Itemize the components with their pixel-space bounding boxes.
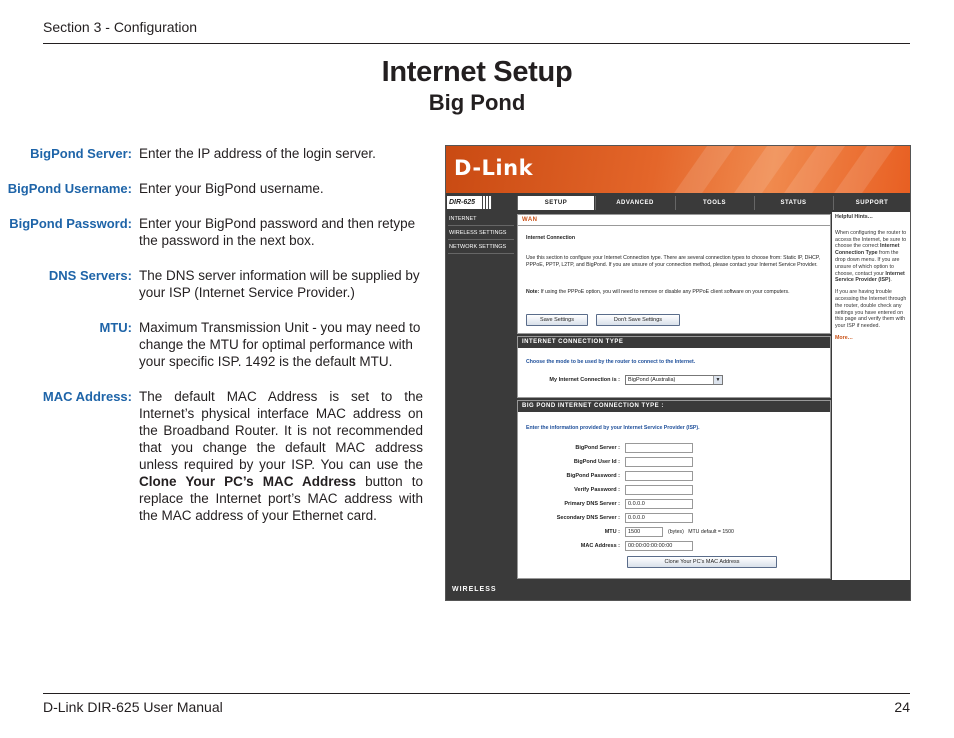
page-subtitle: Big Pond bbox=[428, 90, 526, 115]
desc-bigpond-server: Enter the IP address of the login server. bbox=[139, 146, 376, 161]
term-dns-servers: DNS Servers: bbox=[48, 268, 132, 283]
page-title: Internet Setup bbox=[381, 56, 573, 88]
mtu-unit bbox=[668, 529, 768, 536]
tab-support[interactable]: SUPPORT bbox=[833, 196, 910, 210]
save-settings-button[interactable]: Save Settings bbox=[526, 314, 588, 326]
router-screenshot bbox=[445, 145, 911, 601]
field-label-mac: MAC Address : bbox=[580, 543, 620, 549]
wan-heading: WAN bbox=[518, 215, 830, 226]
footer-rule bbox=[43, 693, 910, 694]
router-nav bbox=[446, 195, 910, 211]
hints-p1-pre: When configuring the router to access the Internet, be sure to choose the correct bbox=[835, 229, 907, 250]
wan-note-label: Note: bbox=[526, 289, 540, 295]
field-label-secondary-dns: Secondary DNS Server : bbox=[556, 515, 620, 521]
wan-panel bbox=[517, 214, 831, 334]
page-number: 24 bbox=[894, 699, 910, 715]
connection-type-value: BigPond (Australia) bbox=[628, 377, 676, 383]
menu-wireless-settings[interactable]: WIRELESS SETTINGS bbox=[448, 227, 514, 240]
desc-bigpond-password: Enter your BigPond password and then retype the password in the next box. bbox=[139, 216, 416, 248]
desc-dns-servers: The DNS server information will be supplied by your ISP (Internet Service Provider.) bbox=[139, 268, 420, 300]
hints-p1-mid: from the drop down menu. If you are unsure of which option to choose, contact your bbox=[835, 250, 900, 277]
verify-password-input[interactable] bbox=[625, 485, 693, 495]
chevron-down-icon: ▼ bbox=[713, 376, 722, 384]
mtu-default-text: MTU default = 1500 bbox=[688, 529, 734, 535]
desc-mac-pre: The default MAC Address is set to the Internet’s physical interface MAC address on the Broadband Router. It is not recommended that you change the default MAC address unless required by your ISP. You can use the bbox=[139, 389, 423, 472]
term-bigpond-server: BigPond Server: bbox=[30, 146, 132, 161]
router-main bbox=[517, 212, 831, 579]
router-left-menu bbox=[446, 212, 516, 580]
hints-p1-bold1: Internet Connection Type bbox=[835, 243, 900, 257]
hints-p1-post: . bbox=[890, 277, 892, 284]
connection-type-prompt: Choose the mode to be used by the router to connect to the Internet. bbox=[526, 359, 696, 365]
connection-type-label: My Internet Connection is : bbox=[549, 377, 620, 383]
term-mac-address: MAC Address: bbox=[42, 389, 132, 404]
desc-mac-post: button to replace the Internet port’s MAC address with the MAC address of your Ethernet card. bbox=[139, 474, 423, 523]
field-label-server: BigPond Server : bbox=[575, 445, 620, 451]
mtu-unit-text: (bytes) bbox=[668, 529, 684, 535]
tab-status[interactable]: STATUS bbox=[754, 196, 832, 210]
bigpond-password-input[interactable] bbox=[625, 471, 693, 481]
hints-p1-bold2: Internet Service Provider (ISP) bbox=[835, 270, 905, 284]
field-label-verify: Verify Password : bbox=[574, 487, 620, 493]
section-header: Section 3 - Configuration bbox=[43, 19, 198, 35]
wan-note-text: If using the PPPoE option, you will need to remove or disable any PPPoE client software on your computers. bbox=[539, 289, 790, 295]
desc-mac-address bbox=[139, 388, 423, 524]
dlink-banner bbox=[446, 146, 910, 193]
desc-bigpond-username: Enter your BigPond username. bbox=[139, 181, 324, 196]
field-label-password: BigPond Password : bbox=[566, 473, 620, 479]
footer-manual-title: D-Link DIR-625 User Manual bbox=[43, 699, 223, 715]
dlink-logo: D-Link bbox=[454, 156, 534, 180]
model-label: DIR-625 bbox=[447, 196, 491, 209]
field-label-mtu: MTU : bbox=[604, 529, 620, 535]
wireless-footer-label: WIRELESS bbox=[452, 586, 497, 593]
wan-text: Use this section to configure your Internet Connection type. There are several connection types to choose from: Static IP, DHCP, PPPoE, PPTP, L2TP, and BigPond. If you are unsure of your connection method, please contact your Internet Service Provider. bbox=[526, 255, 821, 268]
helpful-hints bbox=[832, 212, 910, 580]
term-bigpond-password: BigPond Password: bbox=[9, 216, 132, 231]
clone-mac-button[interactable]: Clone Your PC's MAC Address bbox=[627, 556, 777, 568]
hints-p2: If you are having trouble accessing the Internet through the router, double check any settings you have entered on this page and verify them with your ISP if needed. bbox=[835, 289, 907, 330]
dont-save-settings-button[interactable]: Don't Save Settings bbox=[596, 314, 680, 326]
menu-internet[interactable]: INTERNET bbox=[448, 213, 514, 226]
hints-heading: Helpful Hints… bbox=[835, 214, 873, 220]
mtu-input[interactable]: 1500 bbox=[625, 527, 663, 537]
hints-p1 bbox=[835, 230, 907, 284]
router-footer bbox=[446, 580, 910, 600]
connection-type-heading: INTERNET CONNECTION TYPE bbox=[518, 337, 830, 348]
model-stripes bbox=[482, 196, 492, 209]
wan-note bbox=[526, 289, 826, 296]
desc-mac-bold: Clone Your PC’s MAC Address bbox=[139, 474, 357, 489]
primary-dns-input[interactable]: 0.0.0.0 bbox=[625, 499, 693, 509]
connection-type-select[interactable] bbox=[625, 375, 723, 385]
bigpond-heading: BIG POND INTERNET CONNECTION TYPE : bbox=[518, 401, 830, 412]
wan-subheading: Internet Connection bbox=[526, 235, 575, 241]
field-label-user-id: BigPond User Id : bbox=[573, 459, 620, 465]
bigpond-user-id-input[interactable] bbox=[625, 457, 693, 467]
bigpond-prompt: Enter the information provided by your Internet Service Provider (ISP). bbox=[526, 425, 700, 431]
hints-more-link[interactable]: More… bbox=[835, 334, 853, 341]
header-rule bbox=[43, 43, 910, 44]
desc-mtu: Maximum Transmission Unit - you may need to change the MTU for optimal performance with your specific ISP. 1492 is the default MTU. bbox=[139, 320, 421, 369]
bigpond-panel bbox=[517, 400, 831, 579]
menu-network-settings[interactable]: NETWORK SETTINGS bbox=[448, 241, 514, 254]
connection-type-panel bbox=[517, 336, 831, 398]
mac-address-input[interactable]: 00:00:00:00:00:00 bbox=[625, 541, 693, 551]
bigpond-server-input[interactable] bbox=[625, 443, 693, 453]
secondary-dns-input[interactable]: 0.0.0.0 bbox=[625, 513, 693, 523]
term-mtu: MTU: bbox=[99, 320, 132, 335]
term-bigpond-username: BigPond Username: bbox=[7, 181, 132, 196]
field-label-primary-dns: Primary DNS Server : bbox=[564, 501, 620, 507]
tab-tools[interactable]: TOOLS bbox=[675, 196, 753, 210]
tab-setup[interactable]: SETUP bbox=[517, 196, 594, 210]
tab-advanced[interactable]: ADVANCED bbox=[595, 196, 674, 210]
